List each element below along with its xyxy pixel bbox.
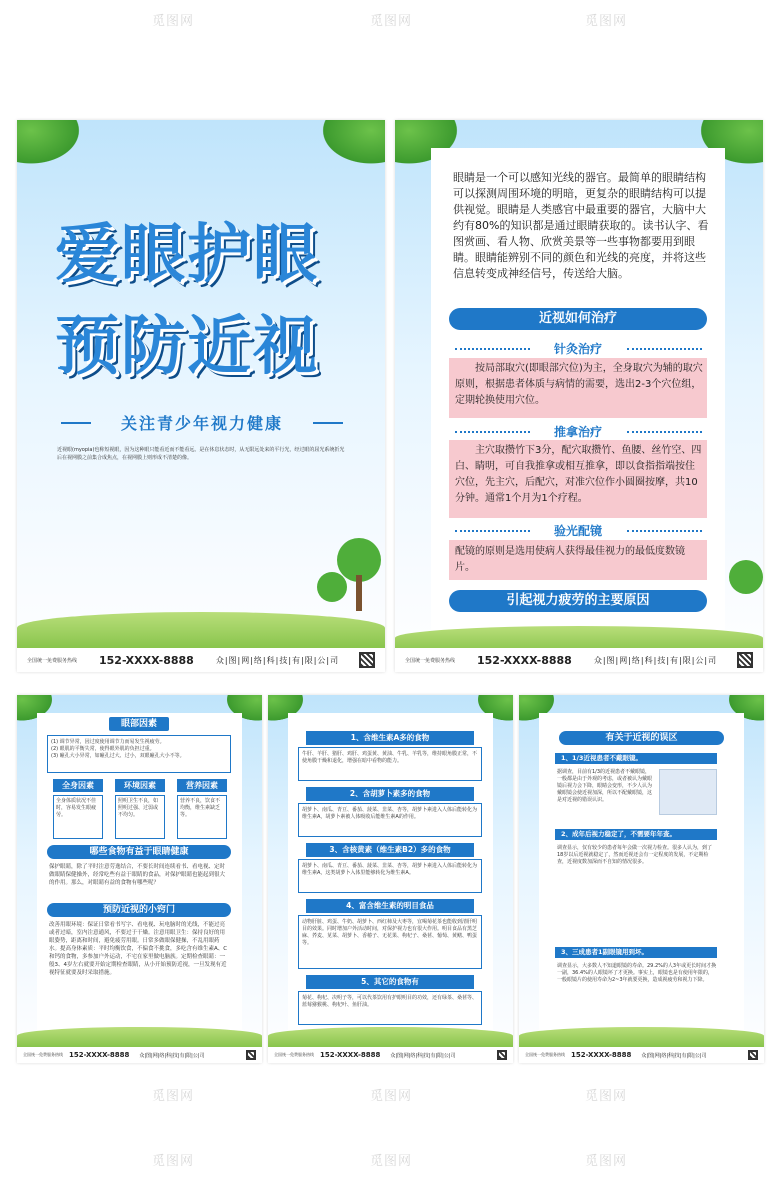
divider bbox=[627, 530, 702, 532]
list-item: (2) 眼肌的平衡失常，使得眼外肌的负担过重。 bbox=[51, 746, 155, 752]
footer-phone: 152-XXXX-8888 bbox=[99, 653, 194, 667]
section-text: 改善用眼环境：保证日常看书写字、看电视、玩电脑时的光线，不能过亮或者过暗，室内注意通风，不要过于干燥。注意用眼卫生：保持良好的用眼姿势，距离和时间，避免疲劳用眼。日常多做眼保健操，不乱用眼药水。提高身体素质：平时均衡饮食，不偏食不挑食，多吃含有维生素A、C和钙的食物，多参加户外运动，不宅在家里做电脑族。定期检查眼睛：一般3、4岁左右就要开始定期检查眼睛，从小开始预防近视，一旦发现有近视特征就要及时采取措施。 bbox=[49, 922, 228, 976]
footer-company: 众|图|网|络|科|技|有|限|公|司 bbox=[593, 655, 718, 665]
info-text: 主穴取攒竹下3分，配穴取攒竹、鱼腰、丝竹空、四白、睛明，可自我推拿或相互推拿，即以食指指端按住穴位，先主穴，后配穴，对准穴位作小圆圈按摩，共10分钟。通常1个月为1个疗程。 bbox=[455, 445, 702, 504]
info-text: 配镜的原则是选用使病人获得最佳视力的最低度数镜片。 bbox=[455, 546, 685, 573]
myth-text: 调查显示，仅有较少的患者每年会做一次视力检查。很多人认为，到了18岁以后近视就稳定了，然而近视还会有一定程度的发展，不定期检查，近视度数加深而不自知的情况很多。 bbox=[557, 845, 713, 865]
watermark: 觅图网 bbox=[152, 1154, 195, 1169]
grass bbox=[17, 1027, 262, 1049]
footer-phone: 152-XXXX-8888 bbox=[477, 653, 572, 667]
qr-code-icon bbox=[246, 1050, 256, 1060]
divider bbox=[455, 431, 530, 433]
intro-text: 近视眼(myopia)也称短视眼，因为这种眼只能看近而不能看远。是在休息状态时，从无限远处来的平行光，经过眼的屈光系统折光后在视网膜之前集合成焦点，在视网膜上则形成不清楚的像。 bbox=[57, 447, 345, 461]
tree bbox=[729, 560, 763, 594]
poster-3 bbox=[17, 695, 262, 1063]
tree bbox=[317, 572, 347, 602]
divider bbox=[627, 348, 702, 350]
food-box bbox=[298, 803, 482, 837]
footer-phone: 152-XXXX-8888 bbox=[69, 1051, 130, 1059]
sub-heading: 验光配镜 bbox=[553, 524, 602, 538]
tab-heading: 环境因素 bbox=[115, 779, 165, 792]
poster-1 bbox=[17, 120, 385, 672]
footer-company: 众|图|网|络|科|技|有|限|公|司 bbox=[215, 655, 340, 665]
tab-box bbox=[177, 795, 227, 839]
tab-box bbox=[115, 795, 165, 839]
poster-title-line1: 爱眼护眼 bbox=[55, 218, 319, 292]
footer bbox=[519, 1047, 764, 1063]
watermark: 觅图网 bbox=[152, 14, 195, 29]
food-box bbox=[298, 859, 482, 893]
food-heading: 3、含核黄素（维生素B2）多的食物 bbox=[306, 843, 474, 857]
list-item: (3) 瞳孔大小异常，如瞳孔过大、过小，双眼瞳孔大小不等。 bbox=[51, 753, 185, 759]
qr-code-icon bbox=[359, 652, 375, 668]
tree-trunk bbox=[356, 575, 362, 611]
myth-text: 调查显示，大多数人不知道眼镜的寿命。29.2%的人3年或更长时间才换一副，36.4%的人眼镜坏了才更换。事实上，眼镜也是有使用年限的，一般眼镜片的使用寿命为2~3年就要更换，造成视疲劳和视力下降。 bbox=[557, 963, 717, 983]
food-heading: 4、富含维生素的明目食品 bbox=[306, 899, 474, 913]
watermark: 觅图网 bbox=[585, 1089, 628, 1104]
food-text: 牛肝、羊肝、猪肝、鸡肝、鸡蛋黄、黄油、牛乳、羊乳等，维持眼角膜正常，不使角膜干燥和退化，增强在暗中看物的能力。 bbox=[302, 751, 478, 764]
section-heading: 预防近视的小窍门 bbox=[47, 903, 231, 917]
tab-text: 营养不良，饮食不均衡，维生素缺乏等。 bbox=[180, 798, 221, 818]
divider bbox=[627, 431, 702, 433]
tab-text: 照明卫生不良，如照明过强、过弱或不均匀。 bbox=[118, 798, 159, 818]
watermark: 觅图网 bbox=[370, 14, 413, 29]
food-text: 胡萝卜、南瓜、青豆、番茄、菠菜、韭菜、杏等，胡萝卜素进入人体后能转化为维生素A，胡萝卜素被人体吸收后能维生素A的作用。 bbox=[302, 807, 478, 820]
myth-text: 据调查，目前有1/3的近视患者不戴眼镜，一般都是由于外观的考虑，或者被认为戴眼镜后视力会下降，眼睛会变形，不少人认为戴眼镜会使近视加深，所以不配戴眼镜，这是对近视的错误认识。 bbox=[557, 769, 653, 803]
intro-text: 眼睛是一个可以感知光线的器官。最简单的眼睛结构可以探测周围环境的明暗，更复杂的眼睛结构可以提供视觉。眼睛是人类感官中最重要的器官，大脑中大约有80%的知识都是通过眼睛获取的。读书认字、看图赏画、看人物、欣赏美景等一些事物都要用到眼睛。眼睛能辨别不同的颜色和光线的亮度，并将这些信息转变成神经信号，传送给大脑。 bbox=[453, 171, 709, 280]
grass bbox=[17, 612, 385, 652]
footer-brand: 全国统一免费服务热线 bbox=[27, 657, 78, 664]
divider bbox=[61, 422, 91, 424]
qr-code-icon bbox=[737, 652, 753, 668]
tab-heading: 营养因素 bbox=[177, 779, 227, 792]
poster-subtitle: 关注青少年视力健康 bbox=[120, 414, 283, 433]
footer-company: 众|图|网|络|科|技|有|限|公|司 bbox=[139, 1052, 205, 1059]
footer-company: 众|图|网|络|科|技|有|限|公|司 bbox=[390, 1052, 456, 1059]
food-box bbox=[298, 747, 482, 781]
section-heading: 眼部因素 bbox=[109, 717, 169, 731]
food-box bbox=[298, 991, 482, 1025]
grass bbox=[519, 1027, 764, 1049]
poster-4 bbox=[268, 695, 513, 1063]
food-heading: 2、含胡萝卜素多的食物 bbox=[306, 787, 474, 801]
food-text: 菊花、枸杞、决明子等，可以代茶饮用有护眼明目的功效，还有绿茶、桑葚等、蓝莓猕猴桃、枸杞叶、鱼肝油。 bbox=[302, 995, 478, 1008]
divider bbox=[313, 422, 343, 424]
food-box bbox=[298, 915, 482, 969]
divider bbox=[455, 348, 530, 350]
section-heading: 哪些食物有益于眼睛健康 bbox=[47, 845, 231, 859]
grass bbox=[268, 1027, 513, 1049]
poster-5 bbox=[519, 695, 764, 1063]
food-text: 动物肝脏、鸡蛋、牛奶、胡萝卜、西红柿及大枣等，宜喝菊花茶也能收到清肝明目的效果。同时增加户外活动时间，对保护视力也有很大作用。明目食品有黑芝麻、荞麦、苋菜、胡萝卜、香椿子、无花果、枸杞子、桑葚、葡萄、黄鳝、鸭蛋等。 bbox=[302, 919, 478, 946]
footer-company: 众|图|网|络|科|技|有|限|公|司 bbox=[641, 1052, 707, 1059]
food-heading: 5、其它的食物有 bbox=[306, 975, 474, 989]
footer-brand: 全国统一免费服务热线 bbox=[525, 1052, 565, 1057]
leaf-decoration bbox=[315, 120, 385, 169]
myth-heading: 3、三成患者1副眼镜用到坏。 bbox=[555, 947, 717, 958]
footer-phone: 152-XXXX-8888 bbox=[571, 1051, 632, 1059]
food-heading: 1、含维生素A多的食物 bbox=[306, 731, 474, 745]
footer-brand: 全国统一免费服务热线 bbox=[274, 1052, 314, 1057]
myth-image bbox=[659, 769, 717, 815]
sub-heading: 推拿治疗 bbox=[553, 425, 602, 439]
watermark: 觅图网 bbox=[152, 1089, 195, 1104]
tab-box bbox=[53, 795, 103, 839]
poster-title-line2: 预防近视 bbox=[55, 310, 319, 384]
sub-heading: 针灸治疗 bbox=[553, 342, 602, 356]
section-heading: 有关于近视的误区 bbox=[559, 731, 724, 745]
section-heading: 引起视力疲劳的主要原因 bbox=[449, 590, 707, 612]
info-text: 按局部取穴(即眼部穴位)为主，全身取穴为辅的取穴原则，根据患者体质与病情的需要，选出2-3个穴位组，定期轮换使用穴位。 bbox=[455, 363, 703, 406]
qr-code-icon bbox=[497, 1050, 507, 1060]
section-text: 保护眼睛，除了平时注意劳逸结合，不要长时间连续看书、看电视、定时做眼睛保健操外，经常吃些有益于眼睛的食品，对保护眼睛也能起到很大的作用。那么，对眼睛有益的食物有哪些呢？ bbox=[49, 864, 226, 886]
footer bbox=[17, 648, 385, 672]
poster-2 bbox=[395, 120, 763, 672]
list-box bbox=[47, 735, 231, 773]
footer-brand: 全国统一免费服务热线 bbox=[405, 657, 456, 664]
list-item: (1) 调节异常，因过度使用调节力而易发生视疲劳。 bbox=[51, 739, 165, 745]
food-text: 胡萝卜、南瓜、青豆、番茄、菠菜、韭菜、杏等，胡萝卜素进入人体后能转化为维生素A，这类胡萝卜入体里能够转化为维生素A。 bbox=[302, 863, 478, 876]
footer bbox=[395, 648, 763, 672]
tab-heading: 全身因素 bbox=[53, 779, 103, 792]
watermark: 觅图网 bbox=[370, 1154, 413, 1169]
footer-brand: 全国统一免费服务热线 bbox=[23, 1052, 63, 1057]
watermark: 觅图网 bbox=[585, 14, 628, 29]
qr-code-icon bbox=[748, 1050, 758, 1060]
myth-heading: 2、成年后视力稳定了，不需要年年查。 bbox=[555, 829, 717, 840]
tab-text: 全身体质状况不佳时，容易发生眼疲劳。 bbox=[56, 798, 97, 818]
footer-phone: 152-XXXX-8888 bbox=[320, 1051, 381, 1059]
section-heading: 近视如何治疗 bbox=[449, 308, 707, 330]
myth-heading: 1、1/3近视患者不戴眼镜。 bbox=[555, 753, 717, 764]
leaf-decoration bbox=[17, 120, 87, 169]
watermark: 觅图网 bbox=[585, 1154, 628, 1169]
watermark: 觅图网 bbox=[370, 1089, 413, 1104]
footer bbox=[268, 1047, 513, 1063]
footer bbox=[17, 1047, 262, 1063]
divider bbox=[455, 530, 530, 532]
